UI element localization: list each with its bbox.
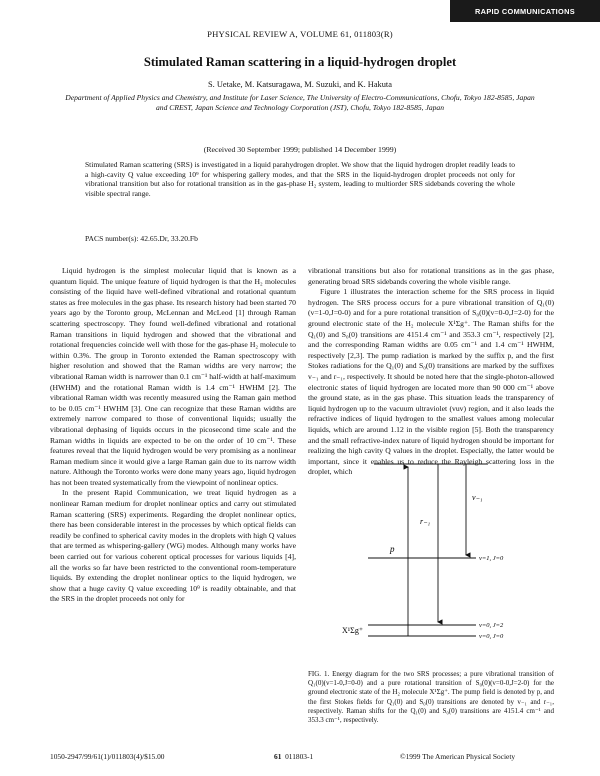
right-column <box>308 266 554 478</box>
affiliation-1: Department of Applied Physics and Chemistry, and Institute for Laser Science, The University of Electro-Communications, Chofu, Tokyo 182-8585, Japan <box>65 93 535 102</box>
level-label-j2: v=0, J=2 <box>479 622 504 629</box>
state-label: X¹Σg⁺ <box>342 626 364 635</box>
paragraph: Liquid hydrogen is the simplest molecular liquid that is known as a quantum liquid. The unique feature of liquid hydrogen is that the H₂ molecules consisting of the liquid have well-defined vibrational and rotational quantum states as free molecules in the gas phase. Its research history had been started 70 years ago by the Toronto group, McLennan and McLeod [1] through Raman scattering spectroscopy. They found well-defined vibrational and rotational Raman transitions in liquid hydrogen and showed that the vibrational and rotational frequencies coincide well with those for the gas-phase H₂ molecule to within 0.3%. The group in Toronto extended the Raman spectroscopy with higher resolution and showed that the Raman widths are very narrow; the vibrational Raman width is narrower than 0.1 cm⁻¹ half-width at half-maximum (HWHM) and the rotational Raman width is 1.4 cm⁻¹ HWHM [2]. The vibrational Raman width was recently measured using the Raman gain method to be 0.05 cm⁻¹ HWHM [3]. One can recognize that these Raman widths are extremely narrow compared to those of conventional liquids; usually the vibrational dephasing of liquids occurs in the picosecond time scale and the Raman widths in liquids are expected to be on the order of 10 cm⁻¹. These features reveal that the liquid hydrogen would be very promising as a nonlinear Raman medium since it would give a large Raman gain due to its narrow width nature. Although the Toronto works were done many years ago, liquid hydrogen has not been treated systematically from the viewpoint of nonlinear optics. <box>50 266 296 487</box>
level-label-v1: v=1, J=0 <box>479 555 504 562</box>
pump-label: p <box>390 544 395 554</box>
authors: S. Uetake, M. Katsuragawa, M. Suzuki, and K. Hakuta <box>208 80 392 89</box>
level-label-j0: v=0, J=0 <box>479 633 504 640</box>
footer-volume: 61 <box>274 752 282 761</box>
figure-caption: FIG. 1. Energy diagram for the two SRS processes; a pure vibrational transition of Q₁(0)(v=1-0,J=0-0) and a pure rotational transition of S₀(0)(v=0-0,J=2-0) for the ground electronic state of the H₂ molecule X¹Σg⁺. The pump field is denoted by p, and the first Stokes fields for Q₁(0) and S₀(0) transitions are denoted by v₋₁ and r₋₁, respectively. Raman shifts for the Q₁(0) and S₀(0) transitions are 4151.4 cm⁻¹ and 353.3 cm⁻¹, respectively. <box>308 670 554 725</box>
paragraph: vibrational transitions but also for rotational transitions as in the gas phase, generating broad SRS sidebands covering the whole visible range. <box>308 266 554 286</box>
rotational-stokes-label: r₋₁ <box>420 517 431 526</box>
abstract: Stimulated Raman scattering (SRS) is investigated in a liquid parahydrogen droplet. We show that the liquid hydrogen droplet readily leads to a high-cavity Q value exceeding 10⁹ for whispering gallery modes, and that the SRS in the liquid-hydrogen droplet proceeds not only for vibrational transition but also for rotational transition as in the gas-phase H₂ system, leading to multiorder SRS sidebands covering the whole visible spectral range. <box>85 160 515 199</box>
rapid-communications-banner: RAPID COMMUNICATIONS <box>450 0 600 22</box>
left-column <box>50 266 296 605</box>
footer-copyright: ©1999 The American Physical Society <box>400 752 516 761</box>
affiliation-2: and CREST, Japan Science and Technology Corporation (JST), Chofu, Tokyo 182-8585, Japan <box>155 102 445 112</box>
footer-page <box>274 752 313 761</box>
paragraph: Figure 1 illustrates the interaction scheme for the SRS process in liquid hydrogen. The SRS process occurs for a pure vibrational transition of Q₁(0)(v=1-0,J=0-0) and for a pure rotational transition of S₀(0)(v=0-0,J=2-0) for the ground electronic state of the H₂ molecule X¹Σg⁺. The Raman shifts for the Q₁(0) and S₀(0) transitions are 4151.4 cm⁻¹ and 353.3 cm⁻¹, respectively [2], and the corresponding Raman widths are 0.05 cm⁻¹ and 1.4 cm⁻¹ HWHM, respectively [2,3]. The pump radiation is marked by the suffix p, and the first Stokes radiations for the Q₁(0) and S₀(0) transitions are marked by the suffixes v₋₁ and r₋₁, respectively. It should be noted here that the single-photon-allowed electronic states of liquid hydrogen are located more than 90 000 cm⁻¹ above the ground state, as in the gas phase. This situation leads the transparency of liquid hydrogen up to the vacuum ultraviolet (vuv) region, and it also leads the refractive indices of liquid hydrogen to the smallest values among molecular liquids, which are around 1.12 in the visible region [5]. Both the transparency and the small refractive-index nature of liquid hydrogen should be important for realizing the high cavity Q values in the droplet. Especially, the latter would be important, since it enables us to reduce the Rayleigh scattering loss in the droplet, which <box>308 287 554 477</box>
paragraph: In the present Rapid Communication, we treat liquid hydrogen as a nonlinear Raman medium for droplet nonlinear optics and carry out stimulated Raman scattering (SRS) experiments. Regarding the droplet nonlinear optics, there has been considerable interest in the processes by which optical fields can readily be confined to spherical cavity modes in the droplets with high Q values that are termed as whispering-gallery (WG) modes. Although many works have been carried out for various coherent optical processes for various liquids [4], all the works so far have been restricted to the conventional room-temperature liquids. By extending the droplet nonlinear optics to the liquid hydrogen, we show that a huge cavity Q value exceeding 10⁹ is readily obtainable, and that the SRS in the droplet proceeds not only for <box>50 488 296 604</box>
footer-issn: 1050-2947/99/61(1)/011803(4)/$15.00 <box>50 752 165 761</box>
affiliations <box>40 93 560 112</box>
received-dates: (Received 30 September 1999; published 14 December 1999) <box>203 145 397 154</box>
pacs-numbers: PACS number(s): 42.65.Dr, 33.20.Fb <box>85 234 198 243</box>
journal-header: PHYSICAL REVIEW A, VOLUME 61, 011803(R) <box>207 29 393 39</box>
paper-title: Stimulated Raman scattering in a liquid-hydrogen droplet <box>143 55 457 69</box>
footer-article-number: 011803-1 <box>285 752 314 761</box>
energy-diagram-figure <box>316 452 556 656</box>
vibrational-stokes-label: v₋₁ <box>472 493 483 502</box>
